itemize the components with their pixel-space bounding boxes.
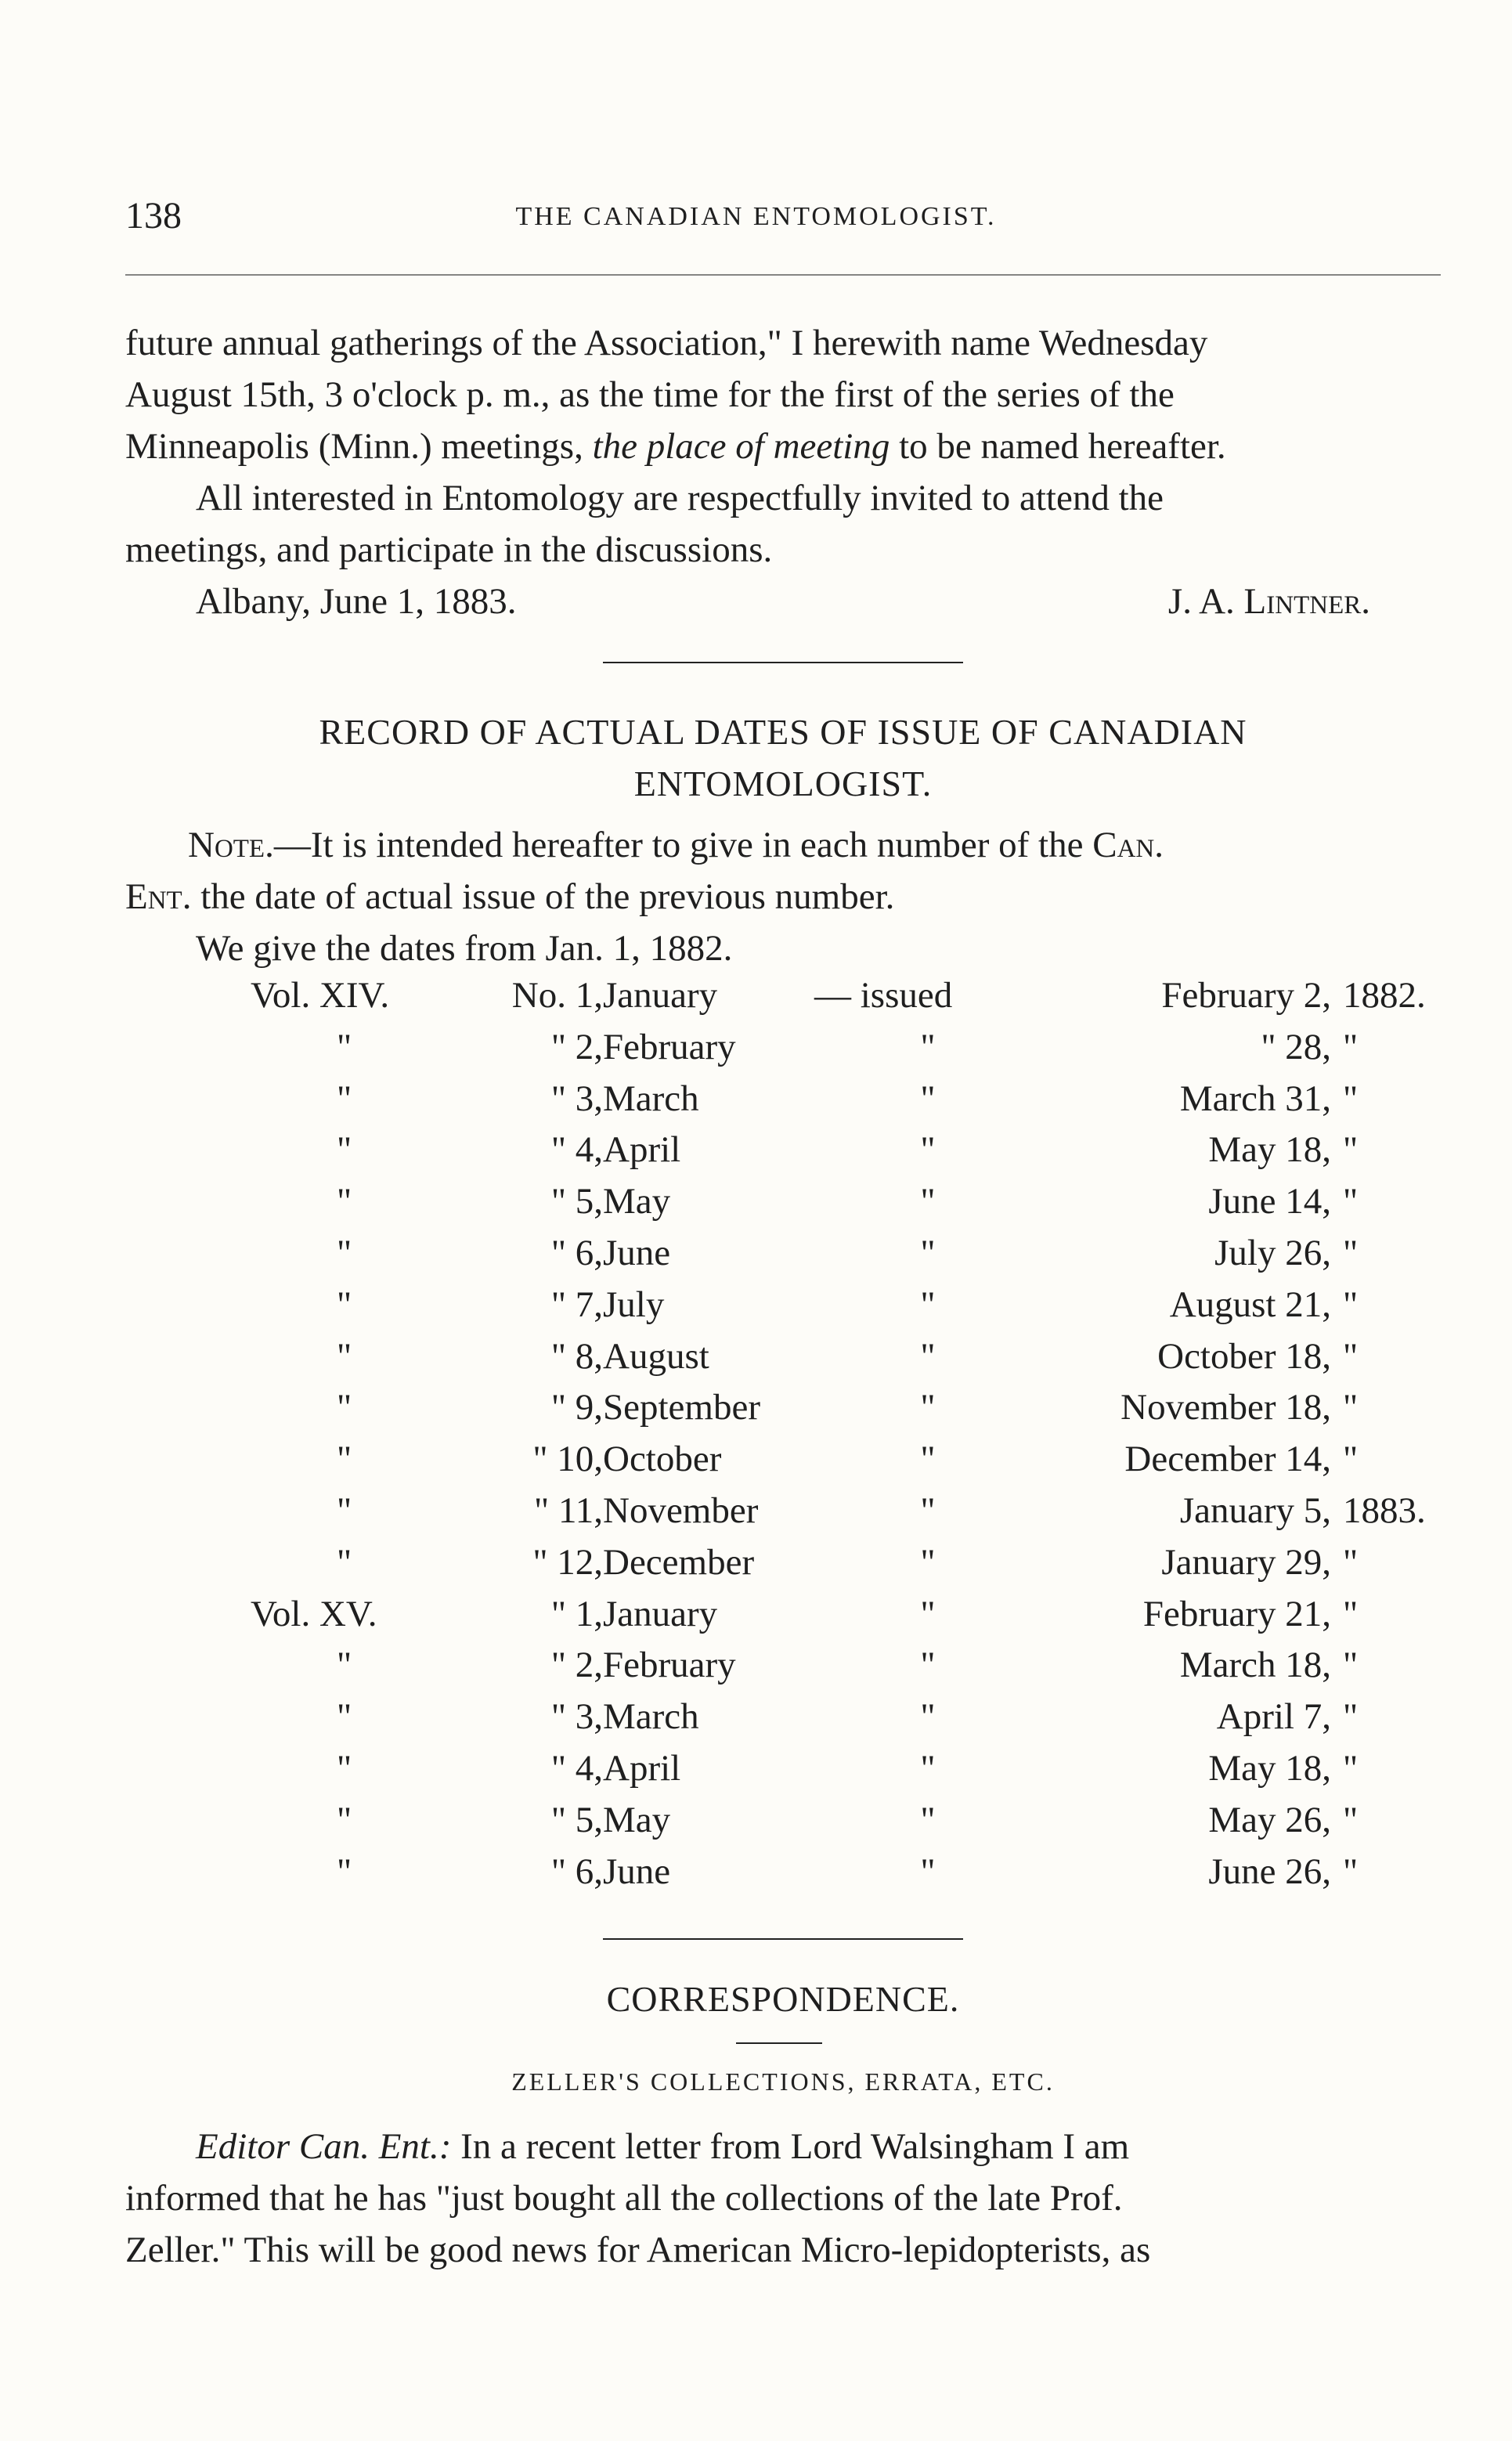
year-cell: "	[1343, 1541, 1359, 1583]
month-cell: September	[603, 1387, 760, 1428]
issue-row	[125, 1644, 1441, 1695]
month-cell: March	[603, 1078, 699, 1119]
place-date: Albany, June 1, 1883.	[196, 581, 517, 622]
issued-cell: "	[920, 1851, 936, 1892]
issued-cell: "	[920, 1593, 936, 1634]
issue-date-cell: February 21,	[1142, 1593, 1331, 1634]
issue-row	[125, 1695, 1441, 1747]
correspondence-paragraph	[125, 2121, 1441, 2276]
year-cell: "	[1343, 1387, 1359, 1428]
issued-cell: "	[920, 1284, 936, 1325]
year-cell: "	[1343, 1181, 1359, 1222]
issue-row	[125, 974, 1441, 1026]
intro-line: Minneapolis (Minn.) meetings, the place of meeting to be named hereafter.	[125, 426, 1226, 467]
section-rule	[603, 1938, 963, 1940]
month-cell: October	[603, 1439, 722, 1480]
issued-cell: "	[920, 1387, 936, 1428]
year-cell: "	[1343, 1593, 1359, 1634]
issue-row	[125, 1747, 1441, 1799]
month-cell: June	[603, 1851, 671, 1892]
signature-line	[196, 576, 1441, 627]
month-cell: April	[603, 1747, 681, 1789]
issue-row	[125, 1438, 1441, 1490]
year-cell: "	[1343, 1078, 1359, 1119]
volume-cell: "	[337, 1490, 352, 1531]
year-cell: "	[1343, 1799, 1359, 1840]
volume-cell: "	[337, 1439, 352, 1480]
volume-cell: "	[337, 1799, 352, 1840]
volume-cell: "	[337, 1387, 352, 1428]
volume-cell: "	[337, 1232, 352, 1273]
month-cell: January	[603, 975, 718, 1016]
number-cell: " 5,	[550, 1181, 603, 1222]
issue-row	[125, 1284, 1441, 1335]
note-line: Note.—It is intended hereafter to give in each number of the Can.	[188, 825, 1164, 865]
number-cell: " 7,	[550, 1284, 603, 1325]
year-cell: "	[1343, 1696, 1359, 1738]
issued-cell: "	[920, 1129, 936, 1171]
volume-cell: "	[337, 1747, 352, 1789]
issued-cell: "	[920, 1181, 936, 1222]
year-cell: "	[1343, 1026, 1359, 1067]
issue-row	[125, 1541, 1441, 1593]
intro-paragraph	[125, 317, 1441, 627]
issued-cell: — issued	[814, 975, 953, 1016]
month-cell: December	[603, 1541, 755, 1583]
record-note	[125, 819, 1441, 974]
volume-cell: Vol. XV.	[251, 1593, 377, 1634]
intro-line: All interested in Entomology are respectfully invited to attend the	[196, 478, 1164, 518]
issue-date-cell: January 5,	[1179, 1490, 1331, 1531]
volume-cell: "	[337, 1335, 352, 1377]
year-cell: "	[1343, 1232, 1359, 1273]
issue-date-cell: February 2,	[1161, 975, 1331, 1016]
month-cell: January	[603, 1593, 718, 1634]
issued-cell: "	[920, 1490, 936, 1531]
issued-cell: "	[920, 1335, 936, 1377]
letter-line: informed that he has "just bought all the collections of the late Prof.	[125, 2178, 1123, 2219]
issue-date-cell: July 26,	[1214, 1232, 1331, 1273]
number-cell: " 9,	[550, 1387, 603, 1428]
issued-cell: "	[920, 1696, 936, 1738]
issue-date-cell: December 14,	[1124, 1439, 1331, 1480]
issue-row	[125, 1799, 1441, 1851]
issue-table	[125, 974, 1441, 1901]
volume-cell: "	[337, 1026, 352, 1067]
issue-date-cell: August 21,	[1169, 1284, 1331, 1325]
volume-cell: "	[337, 1078, 352, 1119]
issued-cell: "	[920, 1541, 936, 1583]
issue-date-cell: May 18,	[1208, 1129, 1331, 1171]
number-cell: " 5,	[550, 1799, 603, 1840]
volume-cell: Vol. XIV.	[251, 975, 390, 1016]
number-cell: No. 1,	[511, 975, 603, 1016]
intro-line: future annual gatherings of the Association," I herewith name Wednesday	[125, 323, 1208, 363]
month-cell: May	[603, 1181, 671, 1222]
record-title: RECORD OF ACTUAL DATES OF ISSUE OF CANADIAN ENTOMOLOGIST.	[319, 712, 1247, 803]
issued-cell: "	[920, 1026, 936, 1067]
month-cell: March	[603, 1696, 699, 1738]
letter-line: Editor Can. Ent.: In a recent letter from Lord Walsingham I am	[196, 2126, 1130, 2167]
issue-date-cell: June 14,	[1208, 1181, 1331, 1222]
issue-row	[125, 1128, 1441, 1180]
year-cell: "	[1343, 1284, 1359, 1325]
volume-cell: "	[337, 1129, 352, 1171]
note-line: Ent. the date of actual issue of the previous number.	[125, 876, 895, 917]
issue-date-cell: January 29,	[1161, 1541, 1331, 1583]
intro-line: meetings, and participate in the discussions.	[125, 529, 773, 570]
month-cell: April	[603, 1129, 681, 1171]
issue-row	[125, 1026, 1441, 1078]
signature: J. A. Lintner.	[1167, 581, 1370, 622]
issue-date-cell: " 28,	[1261, 1026, 1331, 1067]
year-cell: "	[1343, 1129, 1359, 1171]
correspondence-title: CORRESPONDENCE.	[606, 1979, 960, 2019]
issue-row	[125, 1490, 1441, 1541]
number-cell: " 4,	[550, 1747, 603, 1789]
number-cell: " 2,	[550, 1645, 603, 1686]
volume-cell: "	[337, 1696, 352, 1738]
volume-cell: "	[337, 1284, 352, 1325]
number-cell: " 10,	[532, 1439, 603, 1480]
month-cell: February	[603, 1026, 736, 1067]
issue-date-cell: May 26,	[1208, 1799, 1331, 1840]
issued-cell: "	[920, 1439, 936, 1480]
year-cell: "	[1343, 1747, 1359, 1789]
number-cell: " 3,	[550, 1078, 603, 1119]
number-cell: " 8,	[550, 1335, 603, 1377]
month-cell: August	[603, 1335, 709, 1377]
title-rule	[736, 2042, 822, 2044]
volume-cell: "	[337, 1181, 352, 1222]
page-header	[125, 194, 1387, 249]
issued-cell: "	[920, 1078, 936, 1119]
number-cell: " 3,	[550, 1696, 603, 1738]
year-cell: "	[1343, 1851, 1359, 1892]
year-cell: "	[1343, 1645, 1359, 1686]
month-cell: July	[603, 1284, 665, 1325]
year-cell: 1883.	[1343, 1490, 1426, 1531]
issue-date-cell: May 18,	[1208, 1747, 1331, 1789]
year-cell: 1882.	[1343, 975, 1426, 1016]
issue-row	[125, 1593, 1441, 1645]
issue-date-cell: March 31,	[1179, 1078, 1331, 1119]
intro-line: August 15th, 3 o'clock p. m., as the time for the first of the series of the	[125, 374, 1175, 415]
year-cell: "	[1343, 1335, 1359, 1377]
issued-cell: "	[920, 1645, 936, 1686]
issued-cell: "	[920, 1232, 936, 1273]
issue-date-cell: November 18,	[1120, 1387, 1331, 1428]
month-cell: June	[603, 1232, 671, 1273]
issue-date-cell: October 18,	[1157, 1335, 1331, 1377]
month-cell: November	[603, 1490, 759, 1531]
month-cell: February	[603, 1645, 736, 1686]
issue-row	[125, 1851, 1441, 1902]
volume-cell: "	[337, 1541, 352, 1583]
number-cell: " 6,	[550, 1232, 603, 1273]
month-cell: May	[603, 1799, 671, 1840]
volume-cell: "	[337, 1645, 352, 1686]
section-rule	[603, 662, 963, 663]
issue-date-cell: March 18,	[1179, 1645, 1331, 1686]
issue-row	[125, 1180, 1441, 1232]
issued-cell: "	[920, 1747, 936, 1789]
issue-row	[125, 1232, 1441, 1284]
year-cell: "	[1343, 1439, 1359, 1480]
number-cell: " 6,	[550, 1851, 603, 1892]
number-cell: " 1,	[550, 1593, 603, 1634]
issue-row	[125, 1335, 1441, 1387]
issue-row	[125, 1386, 1441, 1438]
issued-cell: "	[920, 1799, 936, 1840]
number-cell: " 2,	[550, 1026, 603, 1067]
number-cell: " 12,	[532, 1541, 603, 1583]
number-cell: " 4,	[550, 1129, 603, 1171]
header-rule	[125, 274, 1441, 276]
dates-from: We give the dates from Jan. 1, 1882.	[196, 928, 733, 969]
page-number: 138	[125, 195, 182, 237]
running-title: THE CANADIAN ENTOMOLOGIST.	[515, 202, 997, 231]
volume-cell: "	[337, 1851, 352, 1892]
correspondence-subtitle: ZELLER'S COLLECTIONS, ERRATA, ETC.	[511, 2067, 1055, 2096]
number-cell: " 11,	[534, 1490, 603, 1531]
issue-date-cell: June 26,	[1208, 1851, 1331, 1892]
letter-line: Zeller." This will be good news for American Micro-lepidopterists, as	[125, 2230, 1151, 2270]
issue-row	[125, 1078, 1441, 1129]
issue-date-cell: April 7,	[1216, 1696, 1331, 1738]
